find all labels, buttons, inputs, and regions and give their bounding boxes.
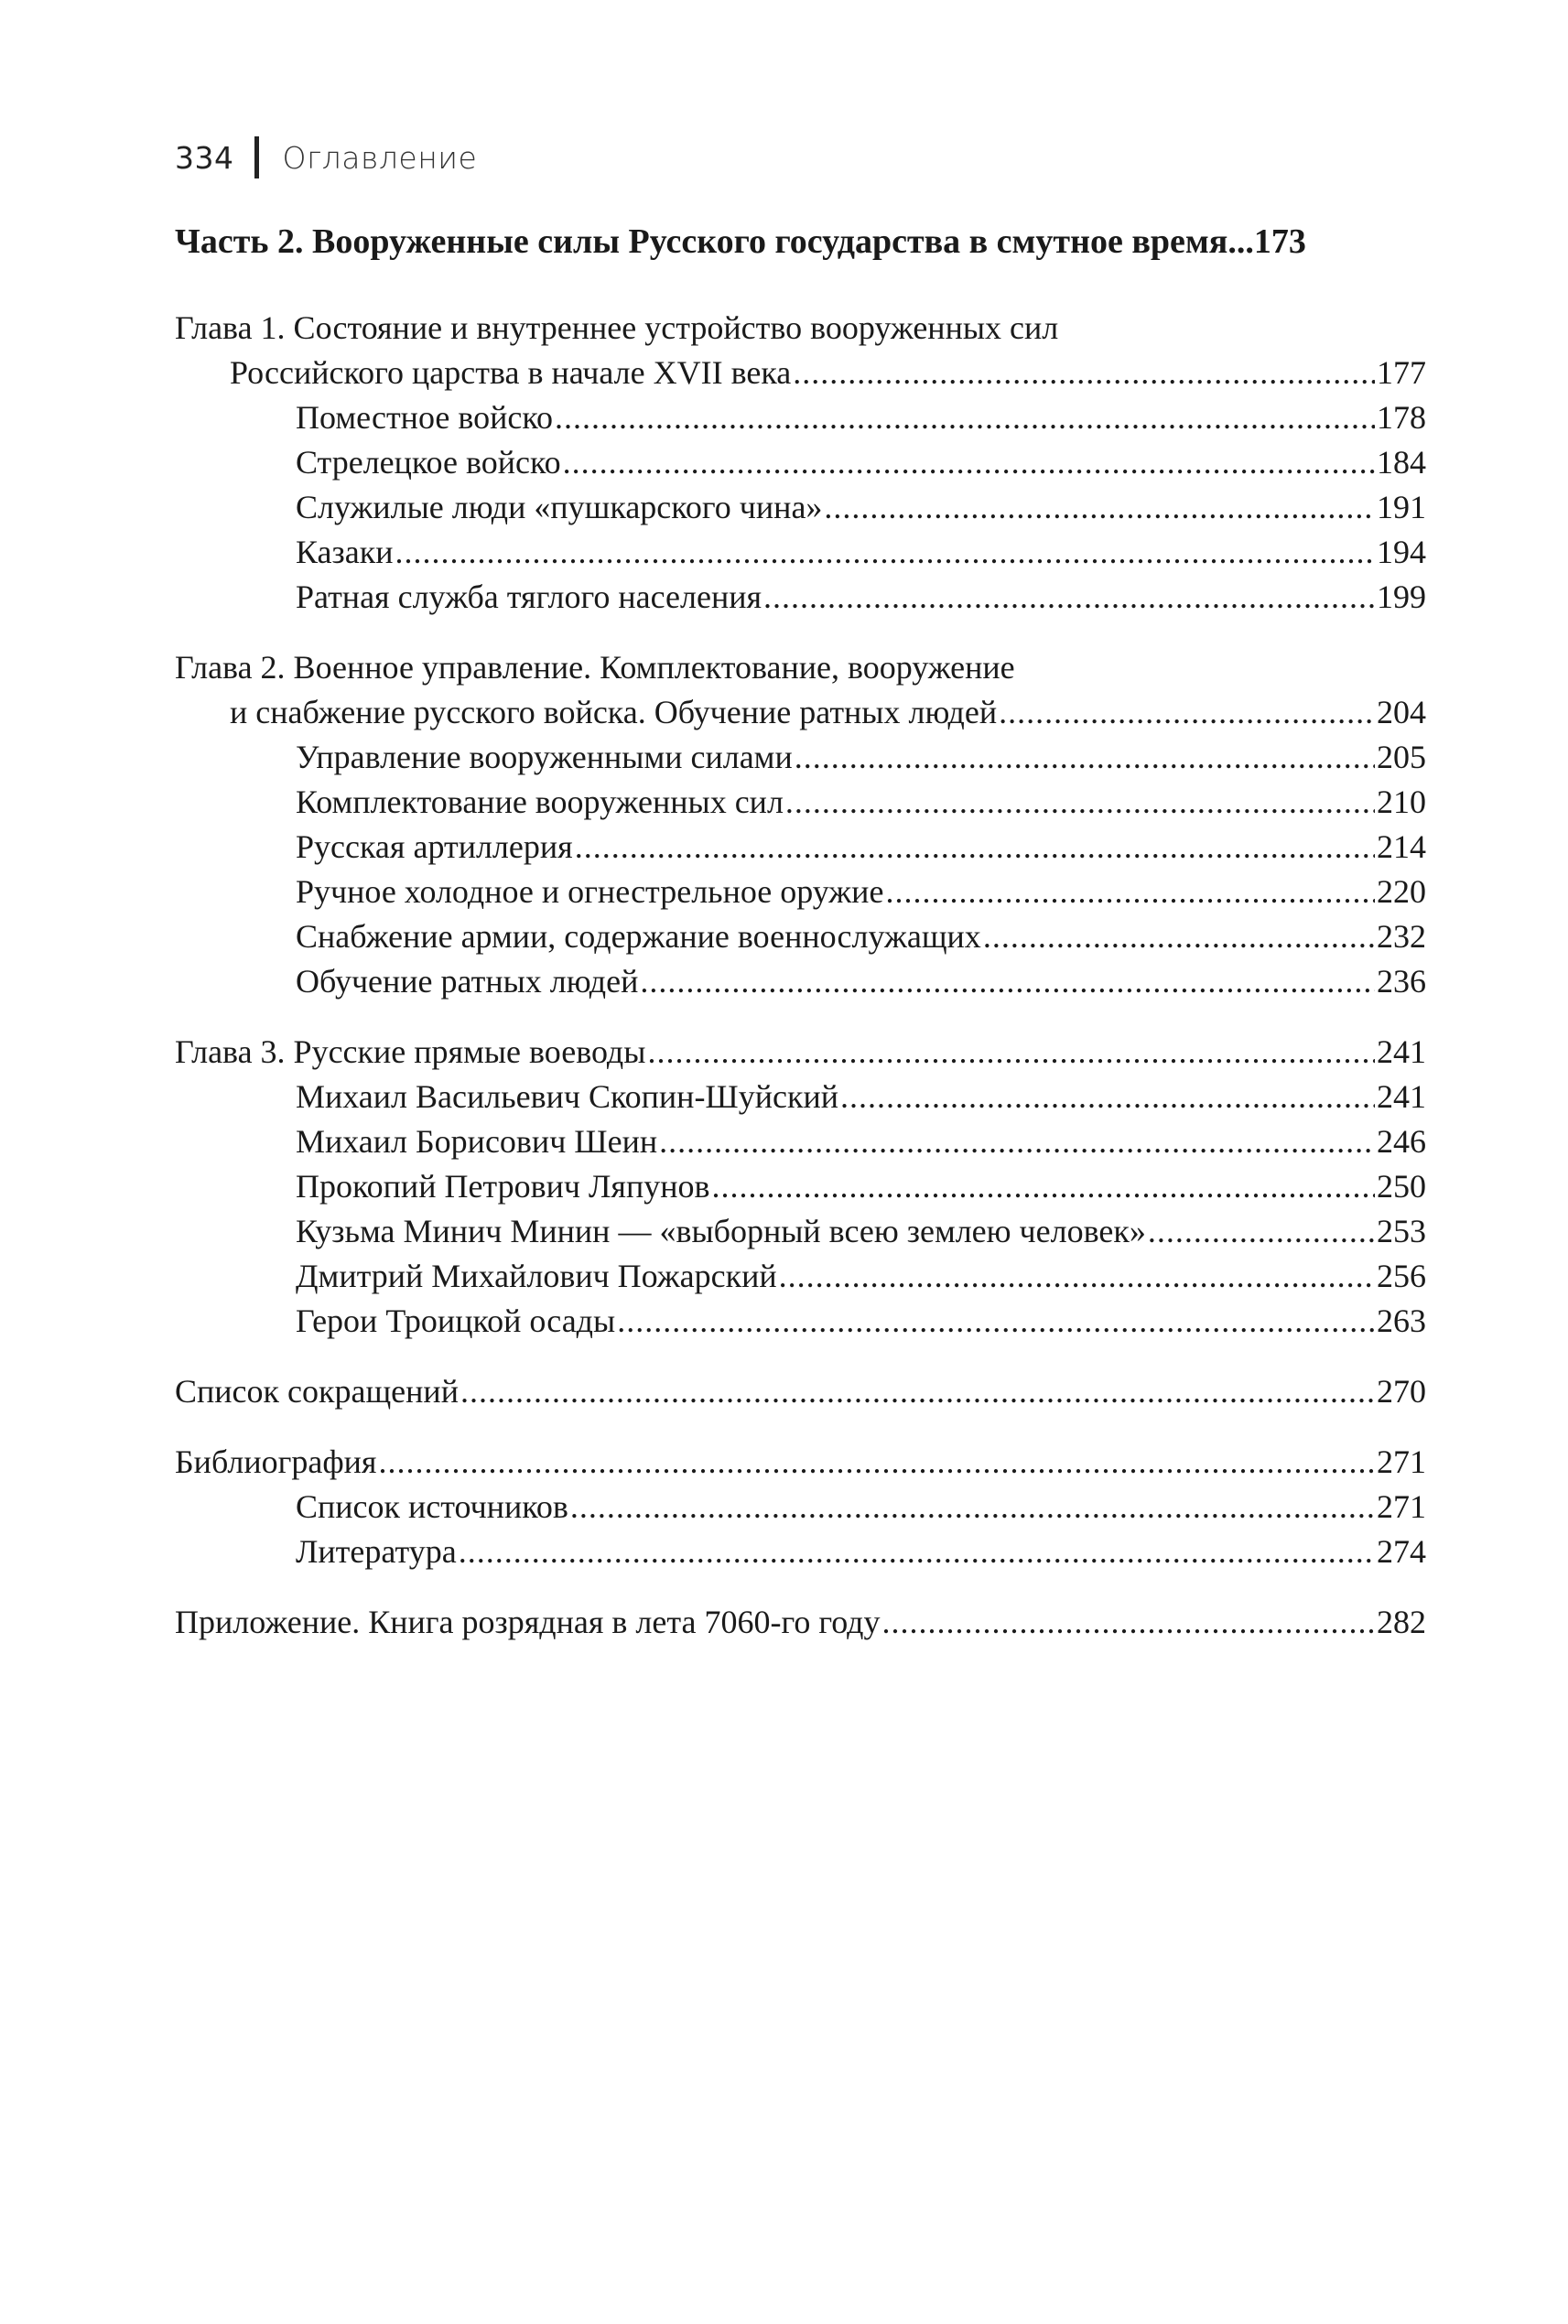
section-page: 199: [1377, 578, 1426, 615]
section-entry[interactable]: [175, 1075, 1426, 1119]
section-title: Дмитрий Михайлович Пожарский: [296, 1258, 777, 1294]
dot-leader: [779, 1254, 1375, 1299]
dot-leader: [793, 351, 1375, 395]
section-title: Стрелецкое войско: [296, 444, 561, 481]
section-title: Кузьма Минич Минин — «выборный всею землею человек»: [296, 1213, 1146, 1249]
chapter-title: Глава 2. Военное управление. Комплектование, вооружение: [175, 649, 1015, 686]
section-page: 191: [1377, 489, 1426, 525]
section-title: Список источников: [296, 1488, 568, 1525]
dot-leader: [795, 735, 1375, 780]
section-title: Литература: [296, 1533, 457, 1570]
dot-leader: [640, 959, 1375, 1004]
section-title: Управление вооруженными силами: [296, 739, 793, 775]
chapter-title-continued: Российского царства в начале XVII века: [230, 354, 792, 391]
appendix-entry[interactable]: [175, 1600, 1426, 1645]
section-title: Поместное войско: [296, 399, 554, 436]
table-of-contents: [175, 218, 1426, 1645]
section-entry[interactable]: [175, 1254, 1426, 1299]
section-title: Ратная служба тяглого населения: [296, 578, 762, 615]
section-entry[interactable]: [175, 735, 1426, 780]
dot-leader: [785, 780, 1375, 825]
dot-leader: [659, 1119, 1375, 1164]
chapter-title: Глава 1. Состояние и внутреннее устройство вооруженных сил: [175, 309, 1059, 346]
chapter-3: [175, 1030, 1426, 1344]
section-title: Герои Троицкой осады: [296, 1303, 616, 1339]
section-page: 194: [1377, 534, 1426, 570]
section-page: 274: [1377, 1533, 1426, 1570]
bibliography-title: Библиография: [175, 1443, 377, 1480]
chapter-title: Глава 3. Русские прямые воеводы: [175, 1033, 646, 1070]
dot-leader: [460, 1369, 1375, 1414]
section-title: Обучение ратных людей: [296, 963, 639, 1000]
section-page: 220: [1377, 873, 1426, 910]
chapter-1: [175, 306, 1426, 620]
chapter-title-line[interactable]: [175, 690, 1426, 735]
section-title: Комплектование вооруженных сил: [296, 784, 784, 820]
section-title: Казаки: [296, 534, 394, 570]
section-entry[interactable]: [175, 575, 1426, 620]
section-page: 232: [1377, 918, 1426, 955]
section-page: 246: [1377, 1123, 1426, 1160]
section-page: 178: [1377, 399, 1426, 436]
section-entry[interactable]: [175, 1209, 1426, 1254]
dot-leader: [395, 530, 1375, 575]
section-entry[interactable]: [175, 1119, 1426, 1164]
section-entry[interactable]: [175, 780, 1426, 825]
section-title: Михаил Васильевич Скопин-Шуйский: [296, 1078, 839, 1115]
bibliography-page: 271: [1377, 1443, 1426, 1480]
abbreviations-page: 270: [1377, 1373, 1426, 1410]
dot-leader: [575, 825, 1375, 870]
section-title: Служилые люди «пушкарского чина»: [296, 489, 823, 525]
chapter-title-line[interactable]: [175, 306, 1426, 351]
dot-leader: [563, 440, 1375, 485]
dot-leader: [763, 575, 1375, 620]
chapter-page: 241: [1377, 1033, 1426, 1070]
section-entry[interactable]: [175, 1299, 1426, 1344]
chapter-title-line[interactable]: [175, 351, 1426, 395]
part-title: Часть 2. Вооруженные силы Русского государства в смутное время: [175, 222, 1228, 261]
dot-leader: [711, 1164, 1375, 1209]
section-entry[interactable]: [175, 395, 1426, 440]
dot-leader: [647, 1030, 1375, 1075]
running-head-title: Оглавление: [282, 139, 478, 176]
dot-leader: [378, 1440, 1375, 1485]
dot-leader: [617, 1299, 1375, 1344]
section-entry[interactable]: [175, 440, 1426, 485]
chapter-title-continued: и снабжение русского войска. Обучение ратных людей: [230, 694, 998, 730]
dot-leader: [570, 1485, 1375, 1530]
dot-leader: [459, 1530, 1375, 1574]
bibliography-entry[interactable]: [175, 1440, 1426, 1485]
section-page: 205: [1377, 739, 1426, 775]
section-title: Ручное холодное и огнестрельное оружие: [296, 873, 884, 910]
section-page: 271: [1377, 1488, 1426, 1525]
chapter-page: 177: [1377, 354, 1426, 391]
section-title: Русская артиллерия: [296, 828, 573, 865]
dot-leader: [983, 914, 1375, 959]
dot-leader: [882, 1600, 1375, 1645]
chapter-2: [175, 645, 1426, 1004]
chapter-title-line[interactable]: [175, 645, 1426, 690]
part-dots: ...: [1227, 222, 1254, 261]
section-entry[interactable]: [175, 1530, 1426, 1574]
chapter-title-line[interactable]: [175, 1030, 1426, 1075]
section-page: 214: [1377, 828, 1426, 865]
header-divider: [254, 136, 259, 178]
section-entry[interactable]: [175, 959, 1426, 1004]
bibliography: [175, 1440, 1426, 1574]
running-head: [175, 135, 477, 180]
section-page: 184: [1377, 444, 1426, 481]
part-page: 173: [1253, 222, 1306, 261]
appendix-page: 282: [1377, 1604, 1426, 1640]
section-entry[interactable]: [175, 1485, 1426, 1530]
section-entry[interactable]: [175, 530, 1426, 575]
section-page: 250: [1377, 1168, 1426, 1205]
section-entry[interactable]: [175, 914, 1426, 959]
section-page: 256: [1377, 1258, 1426, 1294]
dot-leader: [1148, 1209, 1375, 1254]
section-page: 236: [1377, 963, 1426, 1000]
toc-part-entry[interactable]: [175, 218, 1426, 265]
dot-leader: [999, 690, 1375, 735]
section-entry[interactable]: [175, 1164, 1426, 1209]
section-page: 241: [1377, 1078, 1426, 1115]
section-page: 253: [1377, 1213, 1426, 1249]
page-number: 334: [175, 139, 234, 176]
dot-leader: [824, 485, 1375, 530]
section-page: 263: [1377, 1303, 1426, 1339]
section-title: Снабжение армии, содержание военнослужащих: [296, 918, 981, 955]
section-title: Михаил Борисович Шеин: [296, 1123, 658, 1160]
section-entry[interactable]: [175, 870, 1426, 914]
dot-leader: [840, 1075, 1375, 1119]
abbreviations-title: Список сокращений: [175, 1373, 459, 1410]
abbreviations-entry[interactable]: [175, 1369, 1426, 1414]
section-entry[interactable]: [175, 485, 1426, 530]
chapter-page: 204: [1377, 694, 1426, 730]
section-page: 210: [1377, 784, 1426, 820]
section-title: Прокопий Петрович Ляпунов: [296, 1168, 710, 1205]
section-entry[interactable]: [175, 825, 1426, 870]
appendix-title: Приложение. Книга розрядная в лета 7060-го году: [175, 1604, 881, 1640]
dot-leader: [555, 395, 1375, 440]
dot-leader: [885, 870, 1375, 914]
